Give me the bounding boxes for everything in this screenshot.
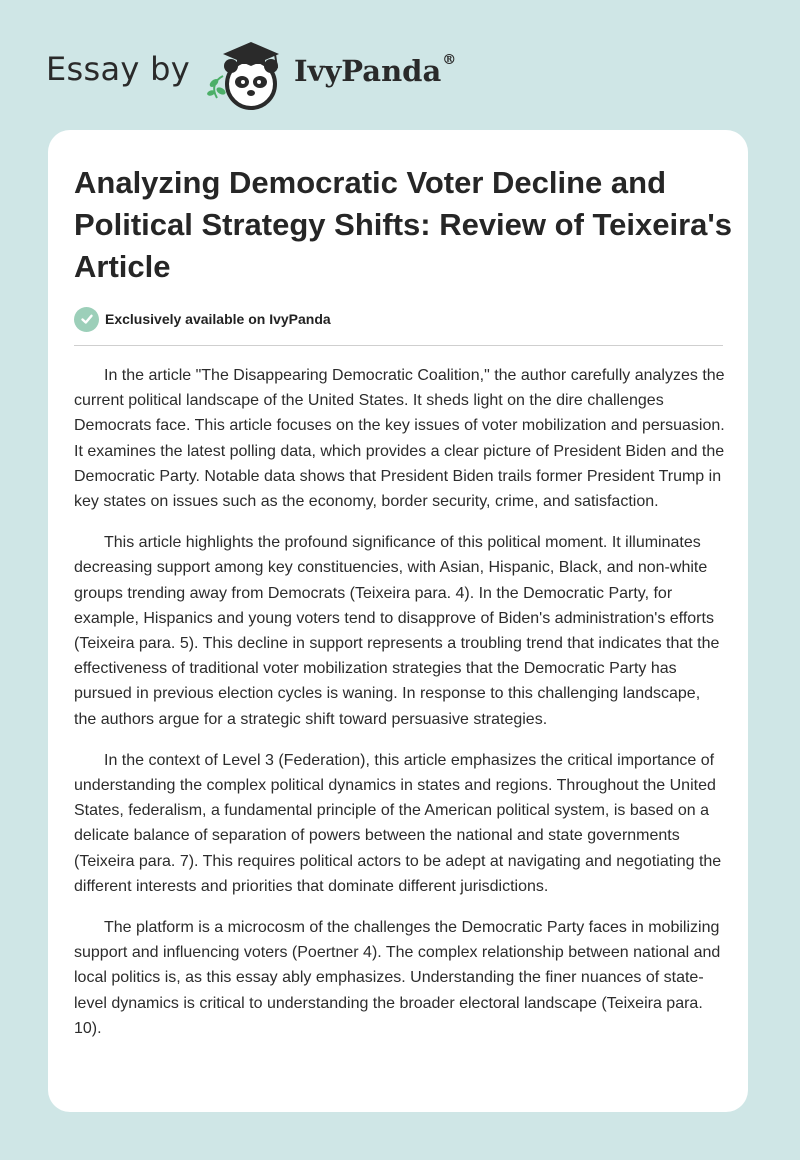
check-circle-icon [74, 307, 99, 332]
paragraph: The platform is a microcosm of the challenges the Democratic Party faces in mobilizing support and influencing voters (Poertner 4). The complex relationship between national and local politics is, as this essay ably emphasizes. Understanding the finer nuances of state-level dynamics is critical to understanding the broader electoral landscape (Teixeira para. 10). [74, 919, 721, 1037]
brand-text: IvyPanda [294, 54, 442, 88]
page-title: Analyzing Democratic Voter Decline and Political Strategy Shifts: Review of Teixeira's Article [74, 165, 733, 284]
registered-mark: ® [442, 52, 457, 68]
divider [74, 345, 723, 346]
paragraph: In the context of Level 3 (Federation), this article emphasizes the critical importance of understanding the complex political dynamics in states and regions. Throughout the United States, federalism, a fundamental principle of the American political system, is based on a delicate balance of separation of powers between the national and state governments (Teixeira para. 7). This requires political actors to be adept at navigating and negotiating the different interests and priorities that dominate different jurisdictions. [74, 751, 722, 895]
paragraph: This article highlights the profound significance of this political moment. It illuminates decreasing support among key constituencies, with Asian, Hispanic, Black, and non-white groups trending away from Democrats (Teixeira para. 4). In the Democratic Party, for example, Hispanics and young voters tend to disapprove of Biden's administration's efforts (Teixeira para. 5). This decline in support represents a troubling trend that indicates that the effectiveness of traditional voter mobilization strategies that the Democratic Party has pursued in previous election cycles is waning. In response to this challenging landscape, the authors argue for a strategic shift toward persuasive strategies. [74, 534, 720, 728]
paragraph: In the article "The Disappearing Democratic Coalition," the author carefully analyzes the current political landscape of the United States. It sheds light on the dire challenges Democrats face. This article focuses on the key issues of voter mobilization and persuasion. It examines the latest polling data, which provides a clear picture of President Biden and the Democratic Party. Notable data shows that President Biden trails former President Trump in key states on issues such as the economy, border security, crime, and satisfaction. [74, 367, 725, 511]
exclusive-badge [74, 306, 331, 332]
panda-graduate-logo-icon[interactable] [201, 36, 291, 112]
brand-name[interactable] [294, 54, 456, 88]
essay-by-label: Essay by [46, 50, 190, 88]
article-card [48, 130, 748, 1112]
article-body [74, 363, 726, 1057]
exclusive-badge-label: Exclusively available on IvyPanda [105, 311, 331, 327]
site-header [46, 36, 546, 112]
